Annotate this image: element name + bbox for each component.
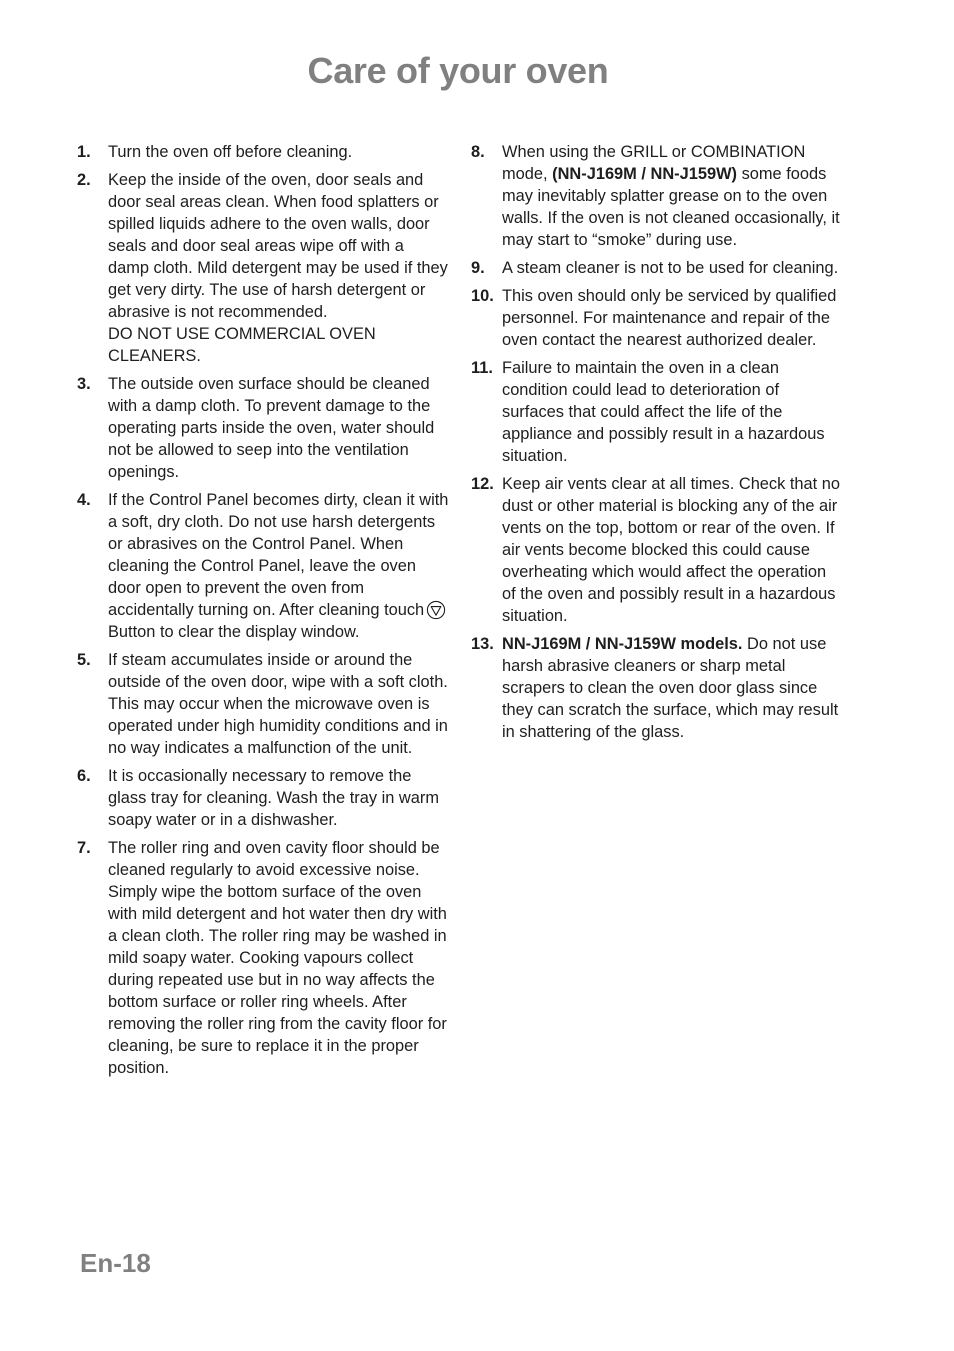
page-title: Care of your oven (307, 50, 609, 91)
item-number: 10. (471, 287, 494, 305)
item-number: 6. (77, 767, 91, 785)
item-text: Turn the oven off before cleaning. (108, 143, 353, 161)
list-item (471, 473, 841, 627)
item-body (502, 633, 841, 743)
item-number: 12. (471, 475, 494, 493)
item-text: Failure to maintain the oven in a clean condition could lead to deterioration of surfaces that could affect the life of the appliance and possibly result in a hazardous situation. (502, 359, 825, 465)
page-number: En-18 (80, 1248, 151, 1278)
item-text: The roller ring and oven cavity floor should be cleaned regularly to avoid excessive noise. Simply wipe the bottom surface of the oven with mild detergent and hot water then dry with a clean cloth. The roller ring may be washed in mild soapy water. Cooking vapours collect during repeated use but in no way affects the bottom surface or roller ring wheels. After removing the roller ring from the cavity floor for cleaning, be sure to replace it in the proper position. (108, 839, 447, 1077)
care-list-left-column (77, 141, 449, 1085)
item-number: 2. (77, 171, 91, 189)
list-item (77, 141, 449, 163)
item-text: Keep air vents clear at all times. Check that no dust or other material is blocking any of the air vents on the top, bottom or rear of the oven. If air vents become blocked this could cause overheating which would affect the operation of the oven and possibly result in a hazardous situation. (502, 475, 840, 625)
list-item (471, 633, 841, 743)
list-item (77, 169, 449, 367)
item-text-before-icon: If the Control Panel becomes dirty, clean it with a soft, dry cloth. Do not use harsh detergents or abrasives on the Control Panel. When cleaning the Control Panel, leave the oven door open to prevent the oven from accidentally turning on. After cleaning touch (108, 491, 449, 619)
list-item (77, 373, 449, 483)
item-number: 5. (77, 651, 91, 669)
item-number: 9. (471, 259, 485, 277)
item-text: The outside oven surface should be cleaned with a damp cloth. To prevent damage to the operating parts inside the oven, water should not be allowed to seep into the ventilation openings. (108, 375, 435, 481)
item-number: 8. (471, 143, 485, 161)
item-body (502, 141, 841, 251)
care-list-right-column (471, 141, 841, 749)
item-text: It is occasionally necessary to remove the glass tray for cleaning. Wash the tray in warm soapy water or in a dishwasher. (108, 767, 439, 829)
model-numbers: NN-J169M / NN-J159W models. (502, 635, 743, 653)
list-item (471, 357, 841, 467)
item-number: 7. (77, 839, 91, 857)
item-number: 3. (77, 375, 91, 393)
list-item (77, 649, 449, 759)
item-number: 13. (471, 635, 494, 653)
model-numbers: (NN-J169M / NN-J159W) (552, 165, 738, 183)
item-text: A steam cleaner is not to be used for cleaning. (502, 259, 839, 277)
item-text-after: some foods may inevitably splatter grease on to the oven walls. If the oven is not cleaned occasionally, it may start to “smoke” during use. (502, 165, 840, 249)
item-number: 1. (77, 143, 91, 161)
item-warning-note: DO NOT USE COMMERCIAL OVEN CLEANERS. (108, 325, 376, 365)
item-text-before: When using the GRILL or COMBINATION mode, (502, 143, 806, 183)
list-item (471, 257, 841, 279)
item-text: This oven should only be serviced by qualified personnel. For maintenance and repair of the oven contact the nearest authorized dealer. (502, 287, 837, 349)
item-number: 4. (77, 491, 91, 509)
list-item (77, 765, 449, 831)
item-text-after-icon: Button to clear the display window. (108, 623, 360, 641)
item-body (108, 489, 449, 643)
item-number: 11. (471, 359, 493, 377)
item-text: If steam accumulates inside or around the outside of the oven door, wipe with a soft cloth. This may occur when the microwave oven is operated under high humidity conditions and in no way indicates a malfunction of the unit. (108, 651, 448, 757)
item-text: Keep the inside of the oven, door seals and door seal areas clean. When food splatters or spilled liquids adhere to the oven walls, door seals and door seal areas wipe off with a damp cloth. Mild detergent may be used if they get very dirty. The use of harsh detergent or abrasive is not recommended. (108, 171, 448, 321)
item-text-after: Do not use harsh abrasive cleaners or sharp metal scrapers to clean the oven door glass since they can scratch the surface, which may result in shattering of the glass. (502, 635, 839, 741)
list-item (471, 285, 841, 351)
list-item (77, 489, 449, 643)
list-item (77, 837, 449, 1079)
item-body (108, 169, 449, 367)
list-item (471, 141, 841, 251)
stop-button-icon (426, 600, 446, 620)
